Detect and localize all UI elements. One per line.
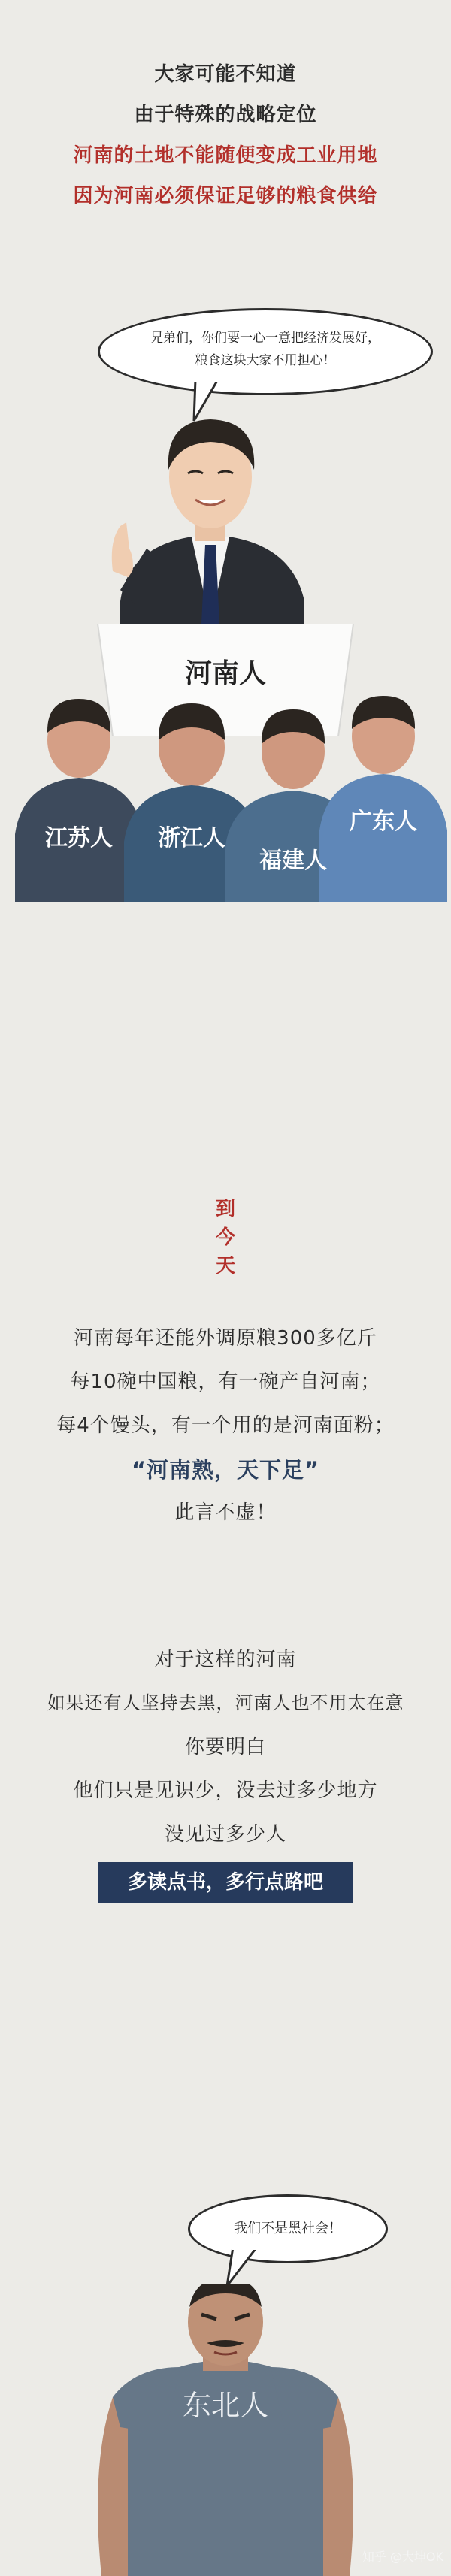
section-title-char-1: 到 <box>215 1198 235 1220</box>
section-title-char-2: 今 <box>215 1226 235 1249</box>
dongbei-man-illustration <box>83 2284 368 2576</box>
audience-label-jiangsu: 江苏人 <box>45 825 113 851</box>
section-title-char-3: 天 <box>215 1255 235 1277</box>
speaker-speech-bubble <box>98 308 433 395</box>
intro-line-2: 由于特殊的战略定位 <box>134 104 317 126</box>
closing-banner: 多读点书，多行点路吧 <box>98 1862 353 1903</box>
speaker-bubble-line-2: 粮食这块大家不用担心！ <box>195 353 336 368</box>
stats-line-1: 河南每年还能外调原粮300多亿斤 <box>74 1327 377 1350</box>
intro-line-3: 河南的土地不能随便变成工业用地 <box>73 144 378 167</box>
speaker-bubble-line-1: 兄弟们，你们要一心一意把经济发展好， <box>150 331 380 346</box>
audience-label-guangdong: 广东人 <box>350 809 417 835</box>
closing-line-3: 你要明白 <box>184 1736 266 1758</box>
closing-line-4: 他们只是见识少，没去过多少地方 <box>73 1779 378 1802</box>
intro-line-1: 大家可能不知道 <box>154 63 297 86</box>
intro-line-4: 因为河南必须保证足够的粮食供给 <box>73 185 378 207</box>
podium-label: 河南人 <box>184 658 266 689</box>
audience-label-zhejiang: 浙江人 <box>158 825 226 851</box>
watermark: 知乎 @大坤OK <box>362 2550 443 2564</box>
dongbei-shirt-label: 东北人 <box>182 2389 268 2422</box>
stats-quote: “河南熟，天下足” <box>131 1457 320 1483</box>
closing-line-5: 没见过多少人 <box>164 1823 286 1846</box>
stats-line-3: 每4个馒头，有一个用的是河南面粉； <box>56 1414 395 1437</box>
dongbei-speech-bubble: 我们不是黑社会！ <box>188 2194 388 2263</box>
stats-line-2: 每10碗中国粮，有一碗产自河南； <box>70 1371 381 1393</box>
closing-line-2: 如果还有人坚持去黑，河南人也不用太在意 <box>47 1692 404 1713</box>
audience-illustration <box>0 676 451 902</box>
audience-label-fujian: 福建人 <box>259 848 327 874</box>
stats-line-5: 此言不虚！ <box>174 1501 277 1524</box>
closing-line-1: 对于这样的河南 <box>154 1649 297 1671</box>
